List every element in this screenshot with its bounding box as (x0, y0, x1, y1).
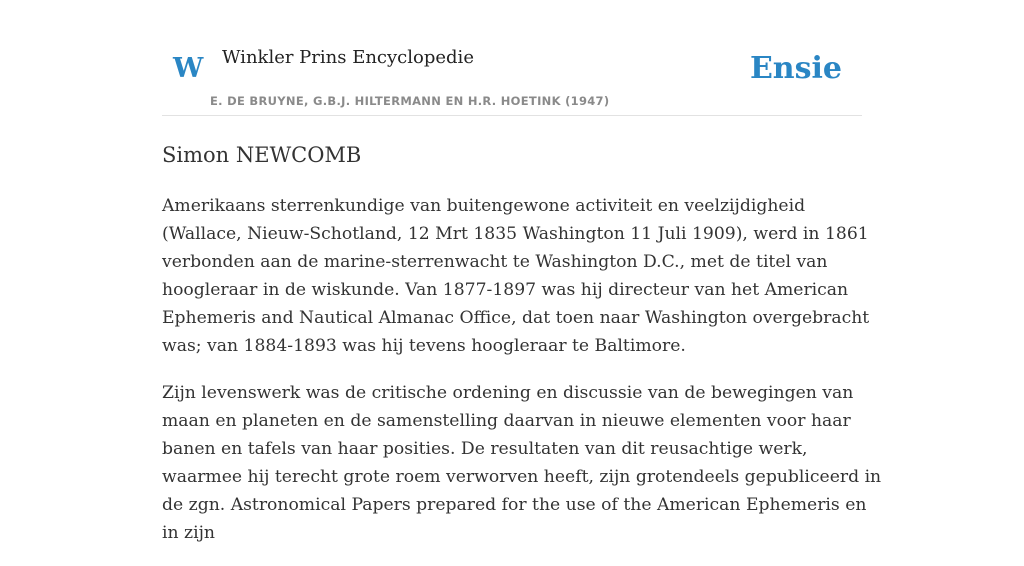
publication-logo[interactable]: W (173, 53, 204, 84)
article-paragraph: Amerikaans sterrenkundige van buitengewone activiteit en veelzijdigheid (Wallace, Nieuw-Schotland, 12 Mrt 1835 Washington 11 Juli 1909), werd in 1861 verbonden aan de marine-sterrenwacht te Washington D.C., met de titel van hoogleraar in de wiskunde. Van 1877-1897 was hij directeur van het American Ephemeris and Nautical Almanac Office, dat toen naar Washington overgebracht was; van 1884-1893 was hij tevens hoogleraar te Baltimore. (162, 196, 870, 356)
page-container (162, 0, 882, 543)
article-paragraph: Zijn levenswerk was de critische ordening en discussie van de bewegingen van maan en planeten en de samenstelling daarvan in nieuwe elementen voor haar banen en tafels van haar posities. De resultaten van dit reusachtige werk, waarmee hij terecht grote roem verworven heeft, zijn grotendeels gepubliceerd in de zgn. Astronomical Papers prepared for the use of the American Ephemeris en in zijn (162, 383, 882, 543)
article-title: Simon NEWCOMB (162, 143, 362, 167)
publication-title[interactable]: Winkler Prins Encyclopedie (222, 47, 474, 68)
header (162, 0, 862, 116)
ensie-logo[interactable]: Ensie (749, 51, 842, 86)
publication-authors: E. DE BRUYNE, G.B.J. HILTERMANN EN H.R. HOETINK (1947) (210, 94, 610, 108)
article-body (162, 192, 882, 566)
